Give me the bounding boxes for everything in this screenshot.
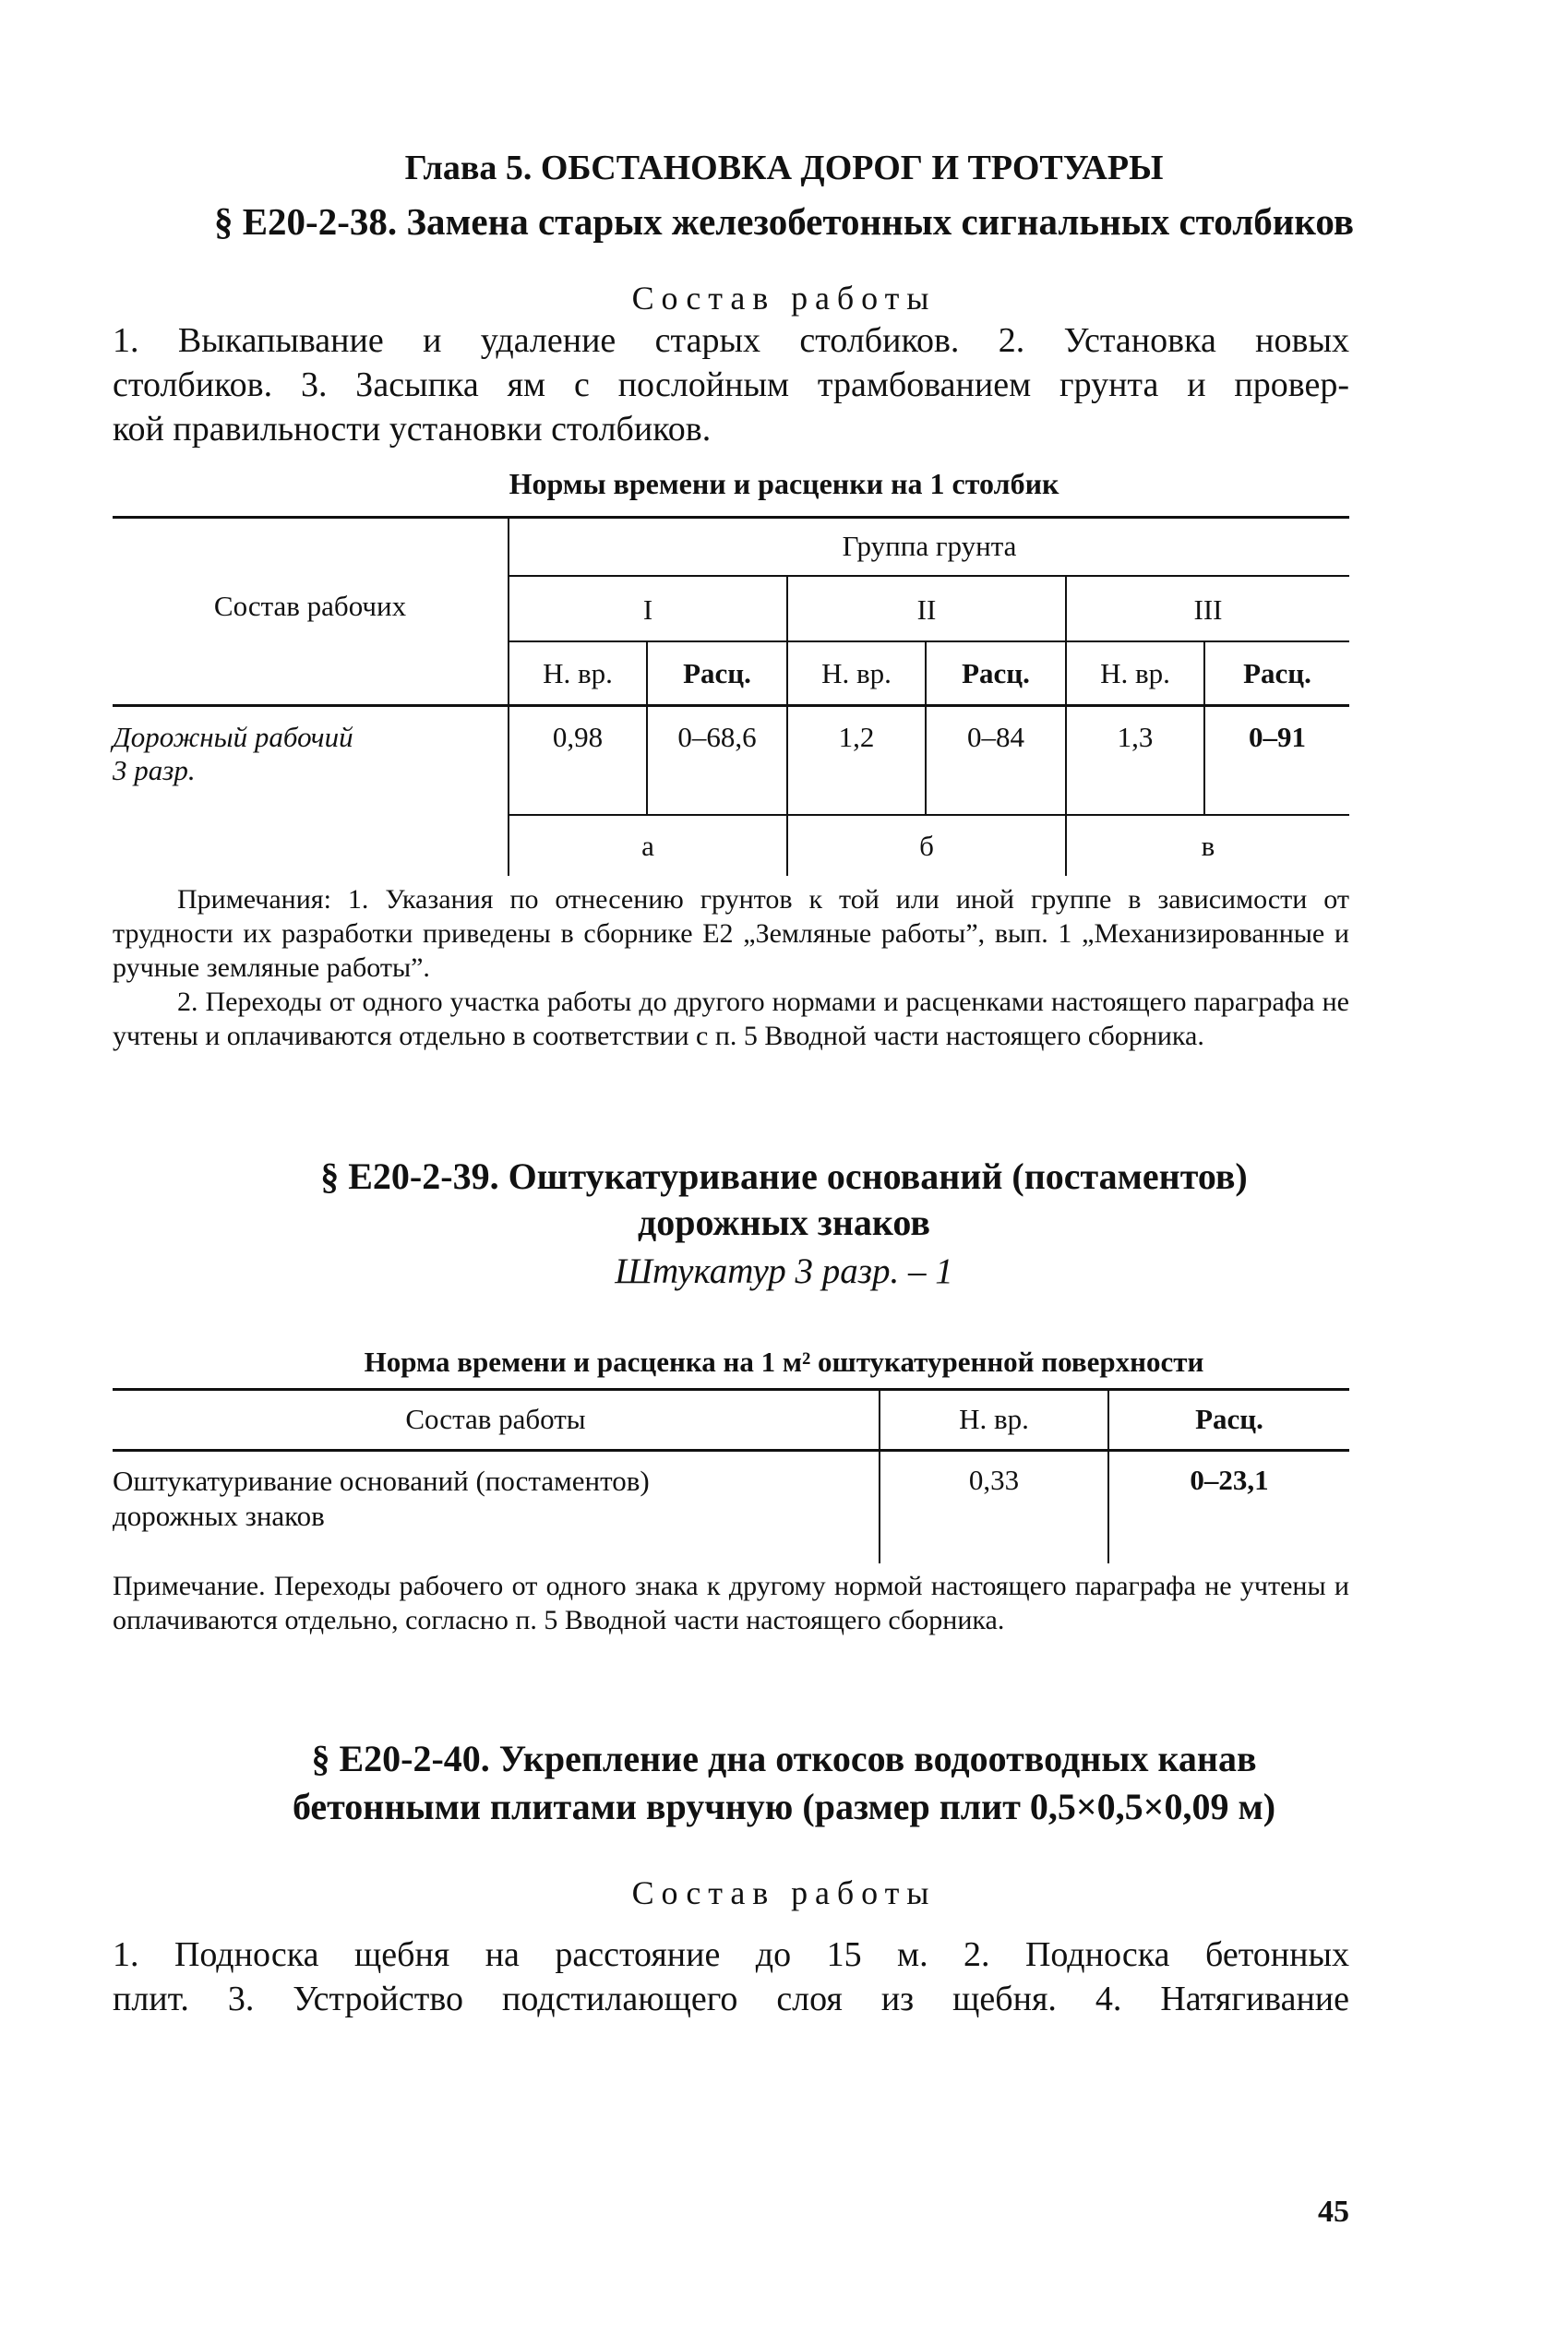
column-letter: а (641, 830, 654, 862)
table-rule (113, 1388, 1349, 1391)
value-cell: 0–68,6 (677, 721, 757, 753)
value-cell: 0–84 (967, 721, 1024, 753)
col-workers-header: Состав рабочих (213, 590, 407, 622)
worker-line: Дорожный рабочий (113, 721, 353, 753)
table-rule (508, 640, 1349, 642)
value-cell: 1,3 (1117, 721, 1154, 753)
work-line: плит. 3. Устройство подстилающего слоя из щебня. 4. Натягивание (113, 1980, 1349, 2018)
title-line: § Е20-2-40. Укрепление дна откосов водоотводных канав (311, 1738, 1257, 1779)
table-rule (113, 1449, 1349, 1452)
section-40-title (0, 1735, 1568, 1831)
section-38-table-caption: Нормы времени и расценки на 1 столбик (509, 467, 1059, 500)
section-39-title (0, 1154, 1568, 1246)
table-rule (508, 575, 1349, 577)
value-cell: 1,2 (838, 721, 875, 753)
section-39-note: Примечание. Переходы рабочего от одного знака к другому нормой настоящего параграфа не учтены и оплачиваются отдельно, согласно п. 5 Вводной части настоящего сборника. (113, 1571, 1349, 1635)
norms-table-38 (113, 516, 1349, 876)
rasc-header: Расц. (683, 657, 751, 689)
column-letter: в (1201, 830, 1215, 862)
chapter-title: Глава 5. ОБСТАНОВКА ДОРОГ И ТРОТУАРЫ (404, 149, 1164, 187)
group-header: Группа грунта (842, 530, 1017, 562)
group-label: III (1193, 593, 1223, 626)
worker-cell (113, 721, 500, 787)
title-line: дорожных знаков (637, 1202, 930, 1243)
work-cell-line: Оштукатуривание оснований (постаментов) (113, 1465, 650, 1497)
note-paragraph: 2. Переходы от одного участка работы до другого нормами и расценками настоящего параграфа не учтены и оплачиваются отдельно в соответствии с п. 5 Вводной части настоящего сборника. (113, 987, 1349, 1051)
col-rasc-header: Расц. (1195, 1403, 1263, 1435)
rasc-header: Расц. (1243, 657, 1311, 689)
section-39-table-caption: Норма времени и расценка на 1 м² оштукатуренной поверхности (364, 1346, 1204, 1378)
rasc-value: 0–23,1 (1190, 1464, 1269, 1496)
section-38-composition-heading: Состав работы (631, 280, 937, 317)
nvr-header: Н. вр. (1100, 657, 1170, 689)
group-label: I (642, 593, 653, 626)
table-rule (113, 516, 1349, 519)
section-38-title: § Е20-2-38. Замена старых железобетонных сигнальных столбиков (213, 200, 1355, 243)
nvr-value: 0,33 (968, 1464, 1020, 1496)
section-40-work-text (113, 1933, 1349, 2021)
work-line: кой правильности установки столбиков. (113, 410, 712, 449)
work-line: 1. Выкапывание и удаление старых столбиков. 2. Установка новых (113, 321, 1349, 360)
section-39-worker: Штукатур 3 разр. – 1 (615, 1251, 953, 1291)
group-label: II (916, 593, 937, 626)
table-rule (508, 814, 1349, 816)
nvr-header: Н. вр. (543, 657, 613, 689)
work-cell (113, 1464, 869, 1534)
work-line: 1. Подноска щебня на расстояние до 15 м. 2. Подноска бетонных (113, 1935, 1349, 1974)
worker-line: 3 разр. (113, 754, 196, 786)
title-line: § Е20-2-39. Оштукатуривание оснований (постаментов) (320, 1155, 1248, 1197)
nvr-header: Н. вр. (821, 657, 892, 689)
col-nvr-header: Н. вр. (959, 1403, 1029, 1435)
table-rule (113, 704, 1349, 707)
value-cell: 0,98 (552, 721, 604, 753)
work-line: столбиков. 3. Засыпка ям с послойным трамбованием грунта и провер- (113, 365, 1349, 404)
col-work-header: Состав работы (405, 1403, 586, 1435)
note-paragraph: Примечания: 1. Указания по отнесению грунтов к той или иной группе в зависимости от трудности их разработки приведены в сборнике Е2 „Земляные работы”, вып. 1 „Механизированные и ручные земляные работы”. (113, 884, 1349, 983)
section-38-work-text (113, 318, 1349, 451)
section-40-composition-heading: Состав работы (631, 1874, 937, 1911)
table-rule (508, 516, 509, 876)
section-38-notes (113, 882, 1349, 1053)
work-cell-line: дорожных знаков (113, 1500, 325, 1532)
title-line: бетонными плитами вручную (размер плит 0,5×0,5×0,09 м) (292, 1786, 1276, 1827)
value-cell: 0–91 (1249, 721, 1306, 753)
norms-table-39 (113, 1388, 1349, 1563)
page-number: 45 (1318, 2195, 1349, 2229)
rasc-header: Расц. (962, 657, 1030, 689)
column-letter: б (919, 830, 934, 862)
